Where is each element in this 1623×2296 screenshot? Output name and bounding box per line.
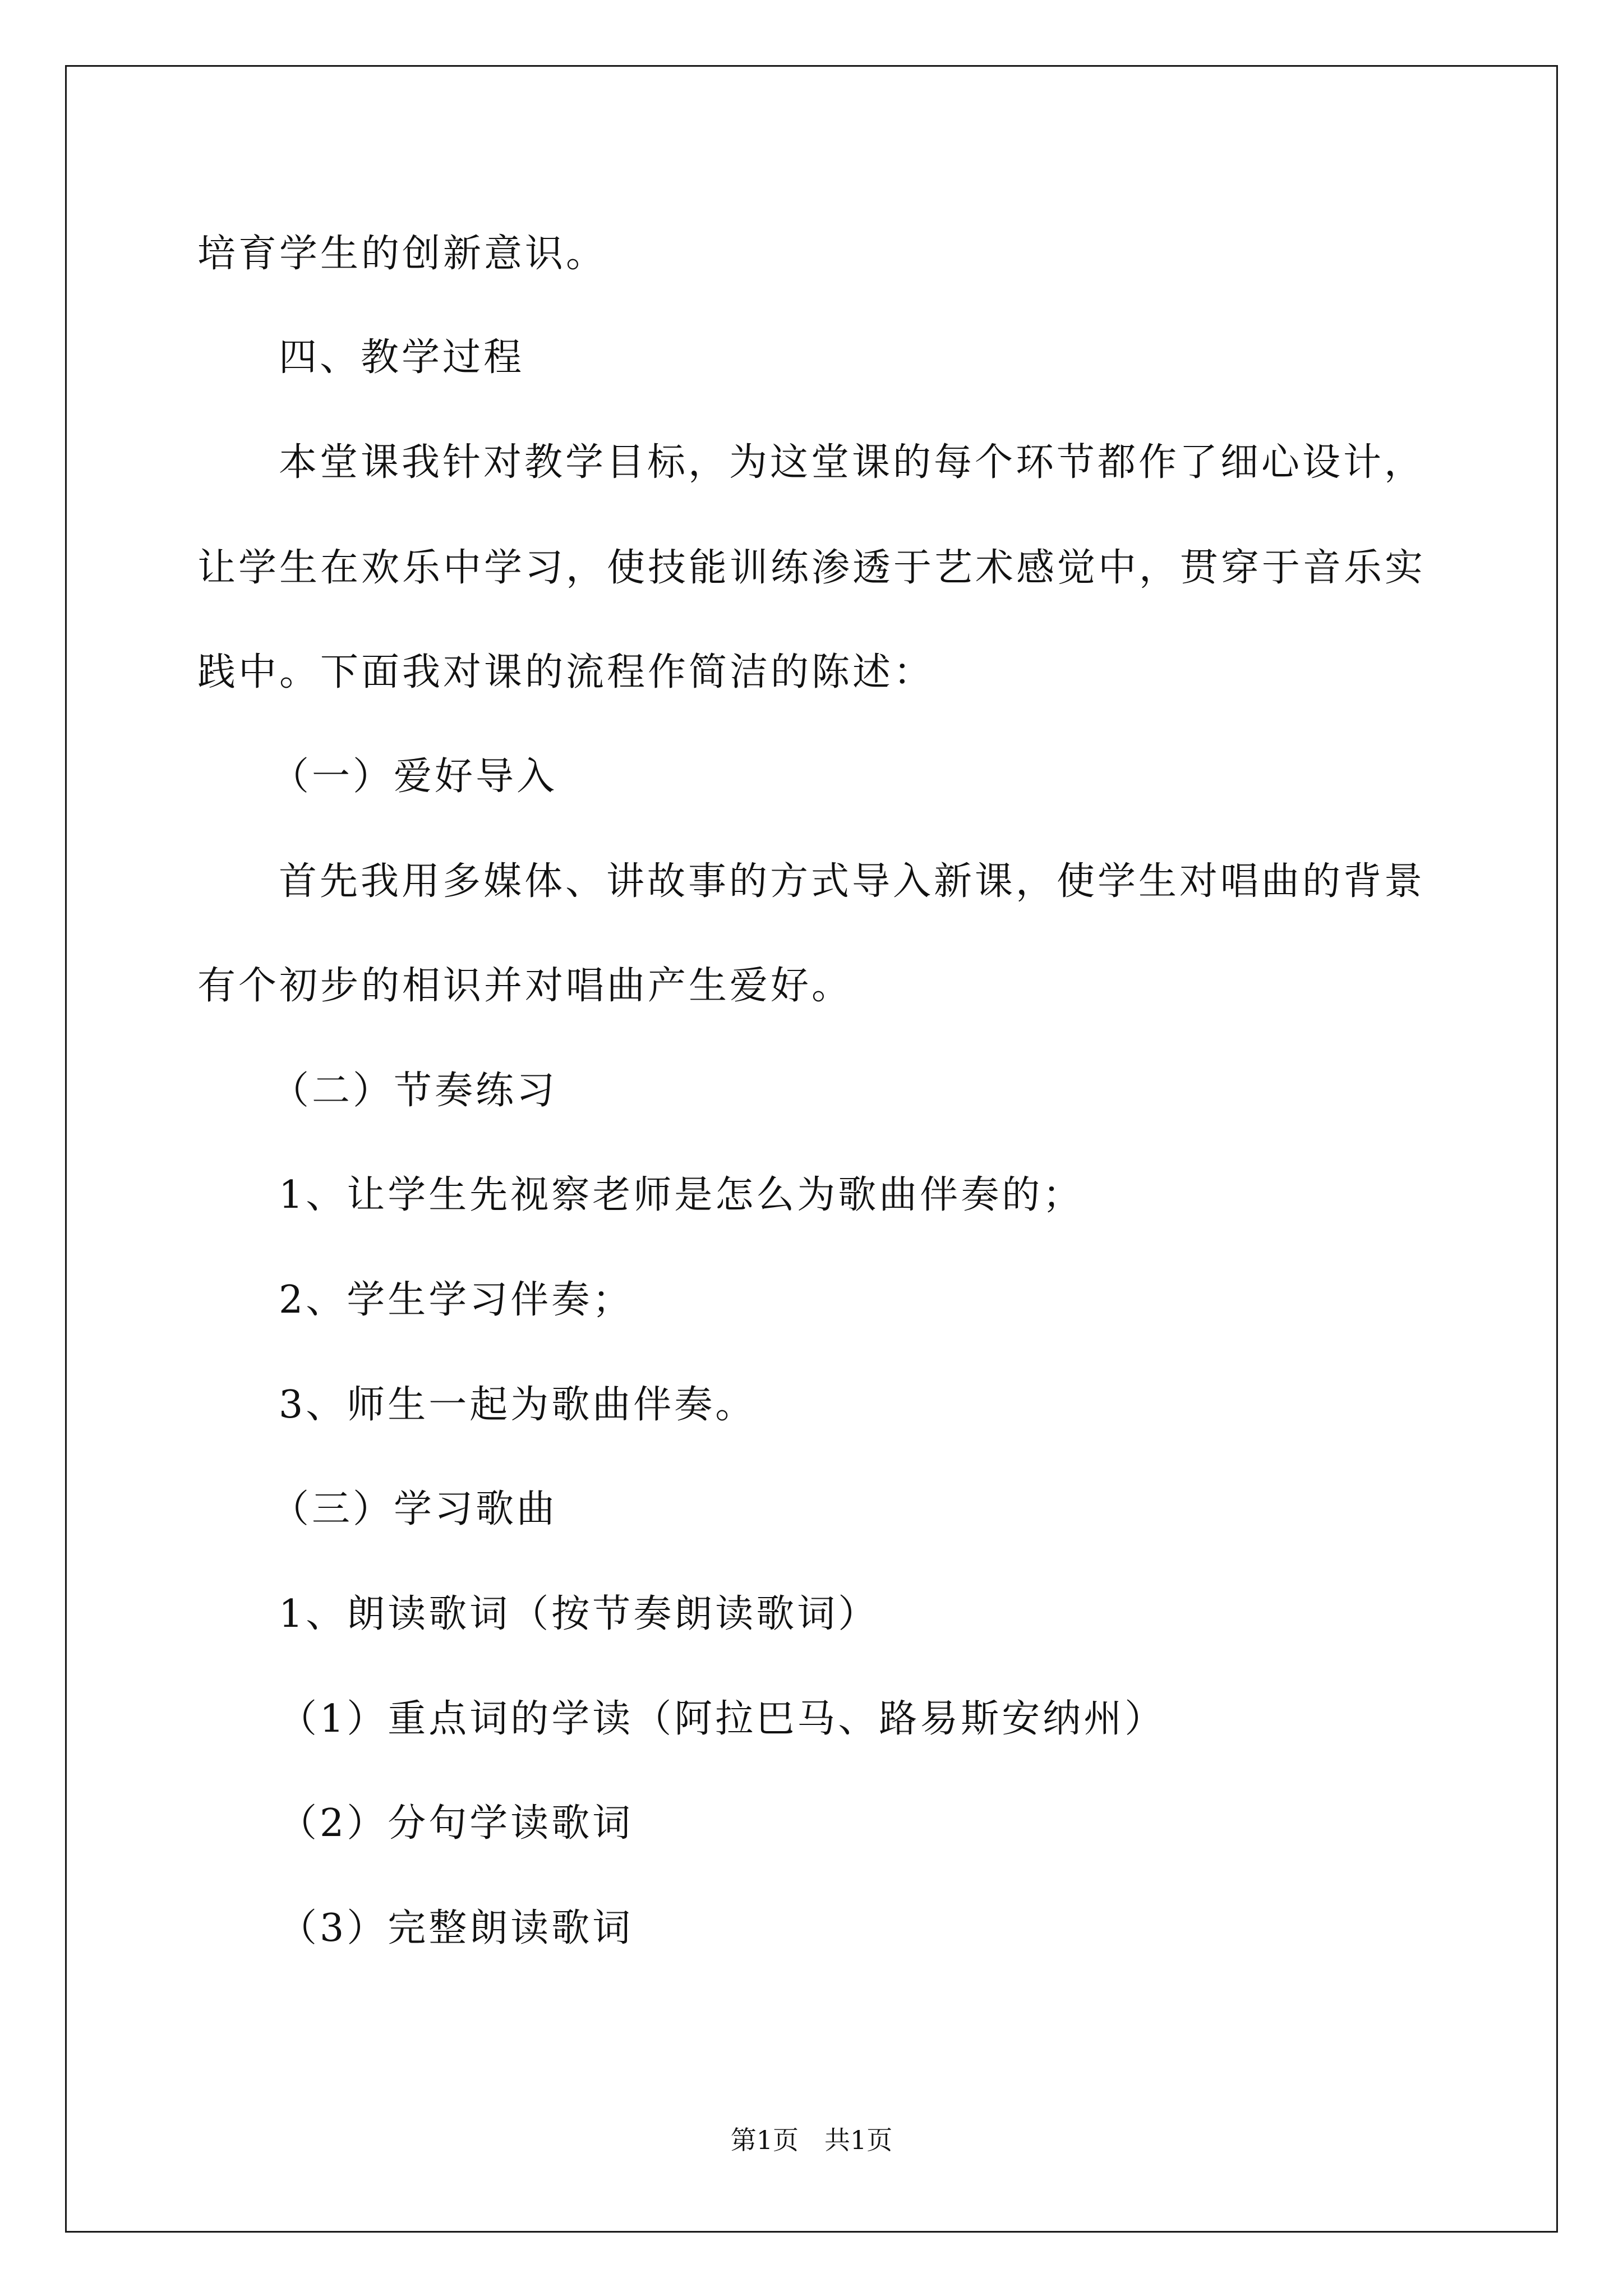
list-item: 1、让学生先视察老师是怎么为歌曲伴奏的； [279,1173,1084,1217]
page-number: 第1页 共1页 [730,2125,893,2155]
body-line: 首先我用多媒体、讲故事的方式导入新课，使学生对唱曲的背景 [279,859,1426,904]
list-item: （3）完整朗读歌词 [279,1906,634,1950]
list-item: 2、学生学习伴奏； [279,1278,634,1322]
subsection-heading: （三）学习歌曲 [271,1487,558,1531]
body-line: 本堂课我针对教学目标，为这堂课的每个环节都作了细心设计， [279,440,1426,485]
list-item: （1）重点词的学读（阿拉巴马、路易斯安纳州） [279,1697,1166,1741]
list-item: 1、朗读歌词（按节奏朗读歌词） [279,1592,879,1636]
body-line: 让学生在欢乐中学习，使技能训练渗透于艺术感觉中，贯穿于音乐实 [197,546,1426,590]
section-heading: 四、教学过程 [279,335,525,380]
body-line: 践中。下面我对课的流程作简洁的陈述： [197,650,935,694]
subsection-heading: （一）爱好导入 [271,754,558,799]
subsection-heading: （二）节奏练习 [271,1069,558,1113]
list-item: 3、师生一起为歌曲伴奏。 [279,1383,757,1427]
list-item: （2）分句学读歌词 [279,1801,634,1846]
body-line: 培育学生的创新意识。 [197,232,607,276]
body-line: 有个初步的相识并对唱曲产生爱好。 [197,964,853,1008]
